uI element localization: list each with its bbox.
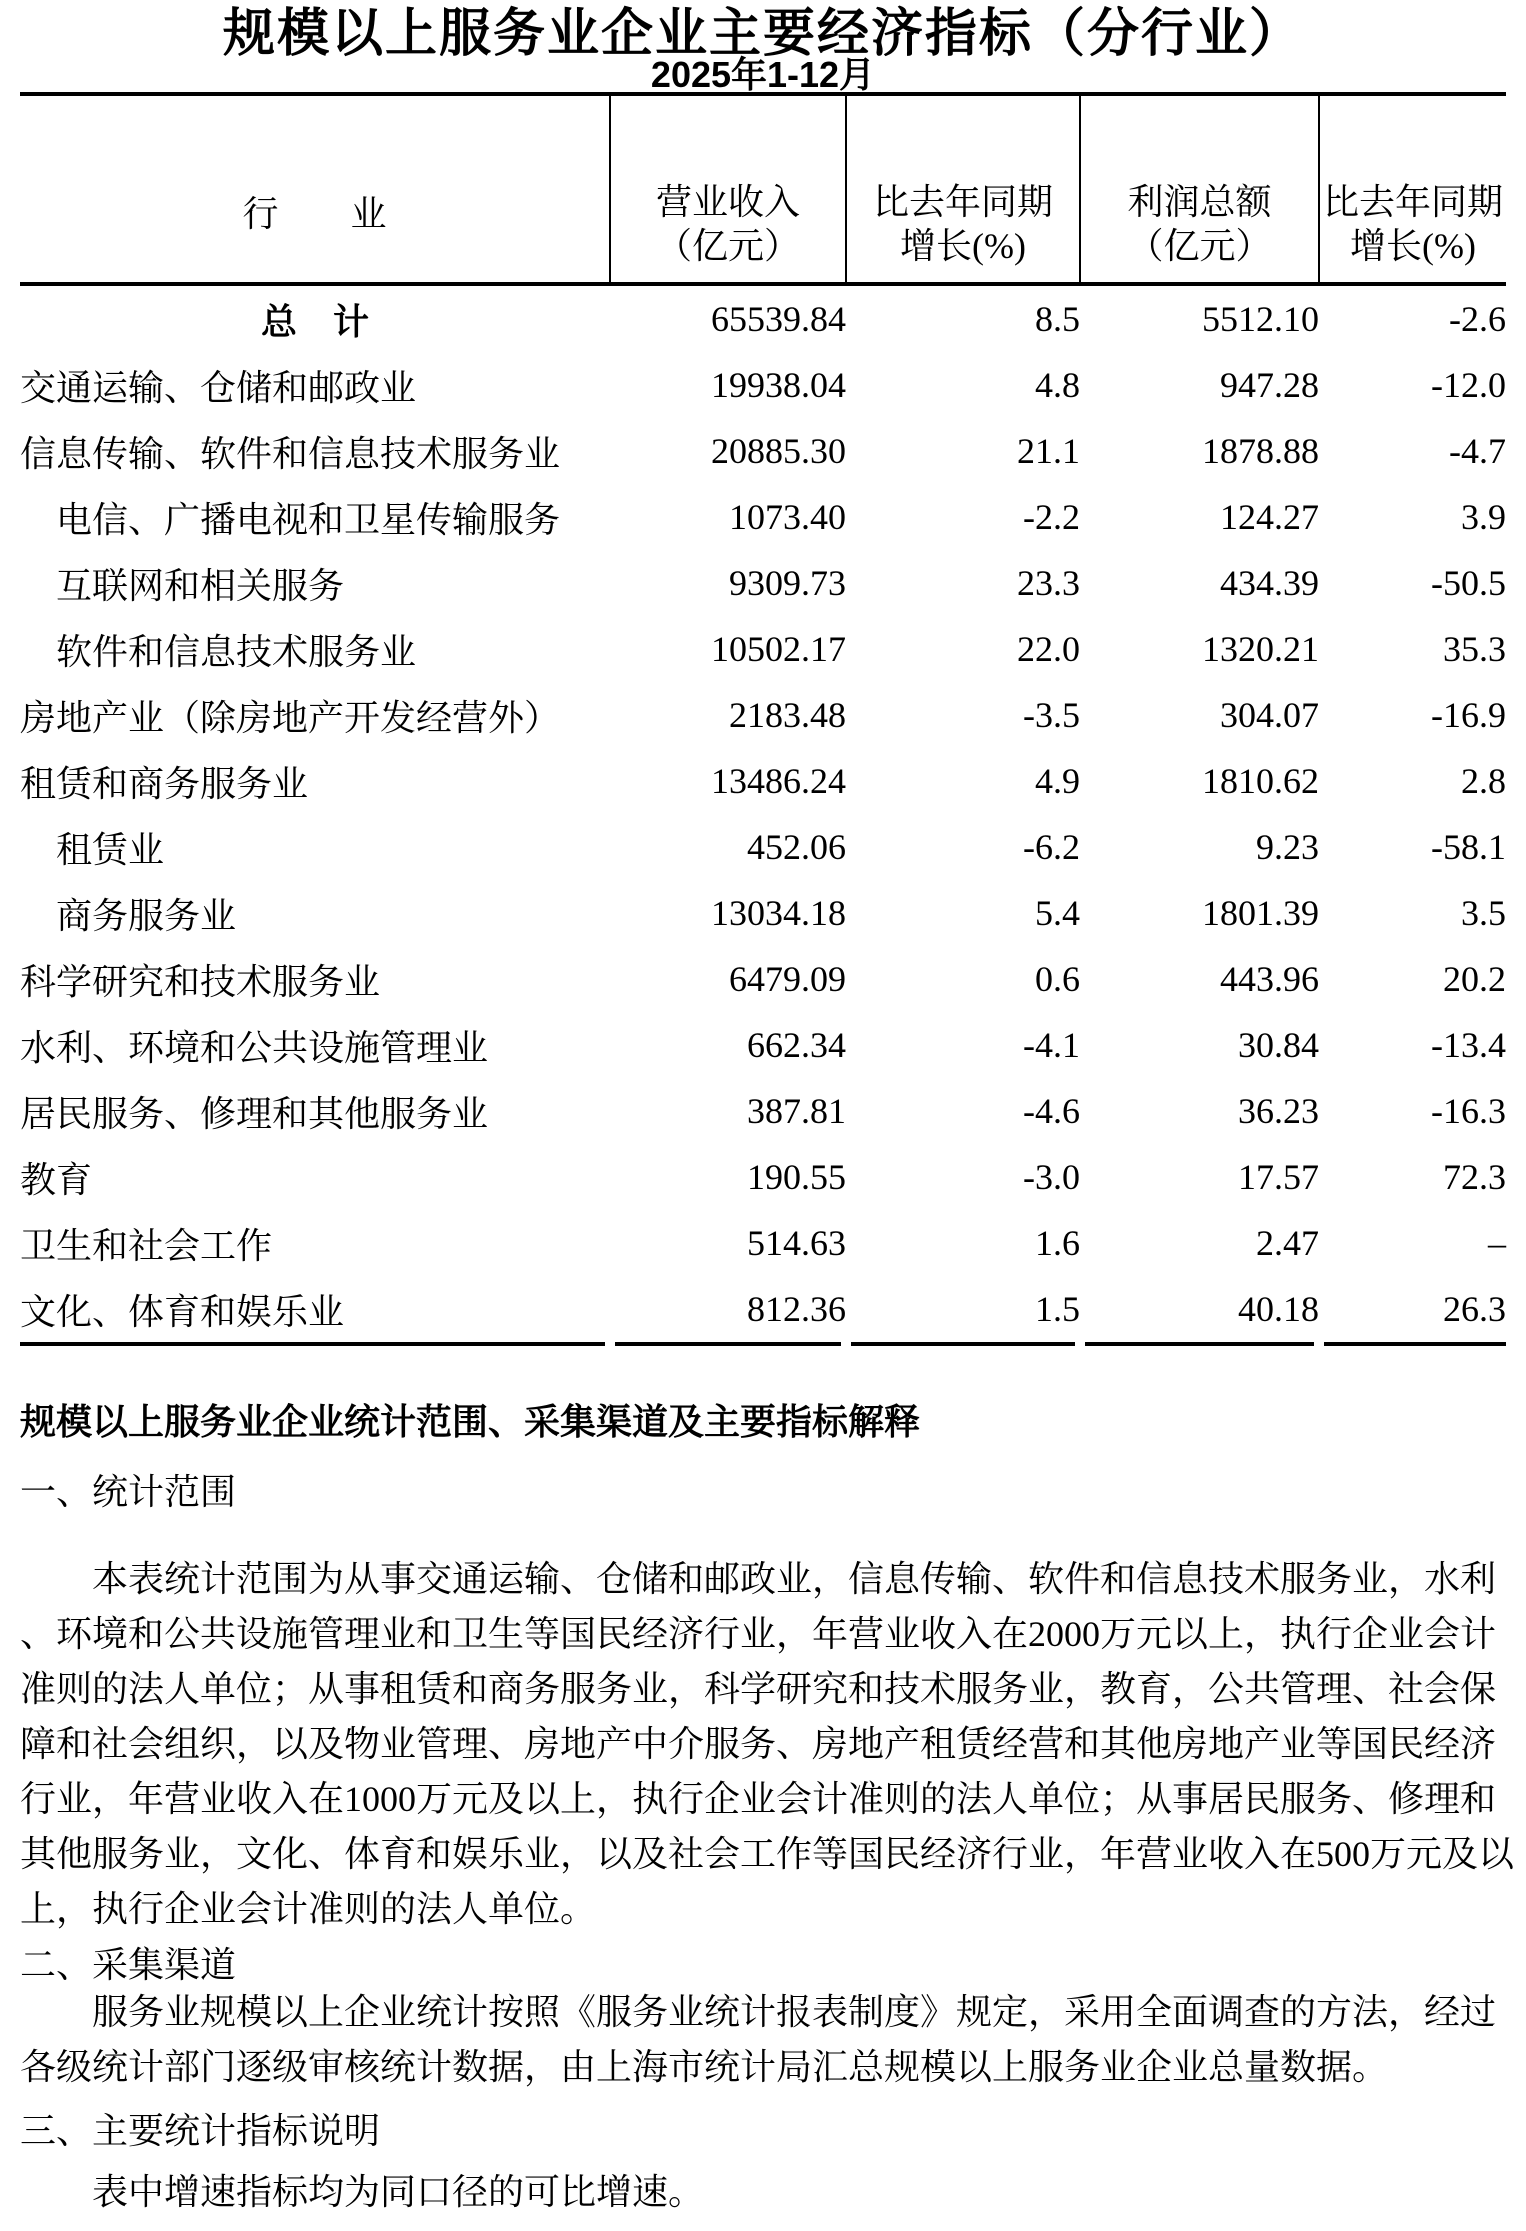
industry-cell: 信息传输、软件和信息技术服务业 xyxy=(20,433,561,474)
industry-cell: 软件和信息技术服务业 xyxy=(56,631,417,672)
revenue-cell: 662.34 xyxy=(747,1025,846,1065)
revenue-growth-cell: -4.1 xyxy=(1023,1025,1080,1065)
table-row xyxy=(20,814,1506,880)
column-header-profit: 利润总额 （亿元） xyxy=(1080,94,1319,284)
scope-paragraph: 本表统计范围为从事交通运输、仓储和邮政业，信息传输、软件和信息技术服务业，水利、环境和公共设施管理业和卫生等国民经济行业，年营业收入在2000万元以上，执行企业会计准则的法人单位；从事租赁和商务服务业，科学研究和技术服务业，教育，公共管理、社会保障和社会组织，以及物业管理、房地产中介服务、房地产租赁经营和其他房地产业等国民经济行业，年营业收入在1000万元及以上，执行企业会计准则的法人单位；从事居民服务、修理和其他服务业，文化、体育和娱乐业，以及社会工作等国民经济行业，年营业收入在500万元及以上，执行企业会计准则的法人单位。 xyxy=(20,1559,1515,1929)
revenue-cell: 190.55 xyxy=(747,1157,846,1197)
industry-cell: 科学研究和技术服务业 xyxy=(20,961,381,1002)
profit-cell: 443.96 xyxy=(1220,959,1319,999)
table-row xyxy=(20,748,1506,814)
table-body xyxy=(20,284,1506,1342)
profit-cell: 36.23 xyxy=(1238,1091,1319,1131)
revenue-cell: 10502.17 xyxy=(711,629,846,669)
rule-segment xyxy=(851,1342,1075,1346)
revenue-growth-cell: 4.8 xyxy=(1035,365,1080,405)
industry-cell: 总 计 xyxy=(260,301,369,342)
table-bottom-rule xyxy=(20,1342,1506,1346)
profit-cell: 434.39 xyxy=(1220,563,1319,603)
revenue-cell: 387.81 xyxy=(747,1091,846,1131)
page-title: 规模以上服务业企业主要经济指标（分行业） xyxy=(222,5,1303,63)
industry-cell: 文化、体育和娱乐业 xyxy=(20,1291,345,1332)
industry-cell: 卫生和社会工作 xyxy=(20,1225,273,1266)
profit-growth-cell: 72.3 xyxy=(1443,1157,1506,1197)
profit-cell: 5512.10 xyxy=(1202,299,1319,339)
column-header-revenue: 营业收入 （亿元） xyxy=(610,94,846,284)
profit-cell: 1810.62 xyxy=(1202,761,1319,801)
profit-cell: 304.07 xyxy=(1220,695,1319,735)
table-row xyxy=(20,946,1506,1012)
table-row xyxy=(20,616,1506,682)
section-label-indicator-notes: 三、主要统计指标说明 xyxy=(20,2111,381,2151)
revenue-growth-cell: 5.4 xyxy=(1035,893,1080,933)
profit-growth-cell: -2.6 xyxy=(1449,299,1506,339)
profit-cell: 1801.39 xyxy=(1202,893,1319,933)
profit-cell: 9.23 xyxy=(1256,827,1319,867)
profit-cell: 40.18 xyxy=(1238,1289,1319,1329)
section-label-collection: 二、采集渠道 xyxy=(20,1945,237,1985)
revenue-cell: 19938.04 xyxy=(711,365,846,405)
profit-cell: 124.27 xyxy=(1220,497,1319,537)
report-period: 2025年1-12月 xyxy=(650,54,876,95)
revenue-cell: 9309.73 xyxy=(729,563,846,603)
table-row xyxy=(20,1078,1506,1144)
table-row xyxy=(20,418,1506,484)
profit-growth-cell: 3.5 xyxy=(1461,893,1506,933)
profit-cell: 1878.88 xyxy=(1202,431,1319,471)
revenue-cell: 6479.09 xyxy=(729,959,846,999)
notes-section xyxy=(20,1400,1520,2220)
table-row xyxy=(20,484,1506,550)
industry-cell: 商务服务业 xyxy=(56,895,237,936)
revenue-cell: 1073.40 xyxy=(729,497,846,537)
table-row xyxy=(20,1210,1506,1276)
industry-cell: 房地产业（除房地产开发经营外） xyxy=(20,697,561,738)
revenue-growth-cell: -2.2 xyxy=(1023,497,1080,537)
profit-growth-cell: -16.9 xyxy=(1431,695,1506,735)
industry-cell: 电信、广播电视和卫星传输服务 xyxy=(56,499,561,540)
industry-cell: 水利、环境和公共设施管理业 xyxy=(20,1027,489,1068)
revenue-cell: 13486.24 xyxy=(711,761,846,801)
table-row xyxy=(20,1012,1506,1078)
profit-cell: 2.47 xyxy=(1256,1223,1319,1263)
revenue-cell: 2183.48 xyxy=(729,695,846,735)
revenue-growth-cell: 1.5 xyxy=(1035,1289,1080,1329)
notes-heading: 规模以上服务业企业统计范围、采集渠道及主要指标解释 xyxy=(20,1401,921,1442)
profit-growth-cell: -50.5 xyxy=(1431,563,1506,603)
revenue-growth-cell: 23.3 xyxy=(1017,563,1080,603)
profit-growth-cell: -4.7 xyxy=(1449,431,1506,471)
industry-cell: 居民服务、修理和其他服务业 xyxy=(20,1093,489,1134)
rule-segment xyxy=(1085,1342,1314,1346)
industry-cell: 租赁和商务服务业 xyxy=(20,763,309,804)
profit-growth-cell: -16.3 xyxy=(1431,1091,1506,1131)
table-row xyxy=(20,1144,1506,1210)
profit-growth-cell: 35.3 xyxy=(1443,629,1506,669)
revenue-growth-cell: -4.6 xyxy=(1023,1091,1080,1131)
rule-segment xyxy=(20,1342,605,1346)
revenue-growth-cell: 4.9 xyxy=(1035,761,1080,801)
industry-cell: 交通运输、仓储和邮政业 xyxy=(20,367,417,408)
rule-segment xyxy=(615,1342,841,1346)
revenue-cell: 514.63 xyxy=(747,1223,846,1263)
table-row xyxy=(20,284,1506,352)
revenue-cell: 65539.84 xyxy=(711,299,846,339)
section-label-scope: 一、统计范围 xyxy=(20,1472,237,1512)
column-header-industry: 行 业 xyxy=(20,94,610,284)
table-row xyxy=(20,352,1506,418)
revenue-cell: 452.06 xyxy=(747,827,846,867)
profit-growth-cell: 20.2 xyxy=(1443,959,1506,999)
profit-growth-cell: 26.3 xyxy=(1443,1289,1506,1329)
revenue-cell: 812.36 xyxy=(747,1289,846,1329)
profit-cell: 17.57 xyxy=(1238,1157,1319,1197)
profit-cell: 947.28 xyxy=(1220,365,1319,405)
revenue-cell: 20885.30 xyxy=(711,431,846,471)
indicators-table xyxy=(20,92,1506,1342)
industry-cell: 互联网和相关服务 xyxy=(56,565,345,606)
column-header-profit-growth: 比去年同期 增长(%) xyxy=(1319,94,1506,284)
profit-cell: 1320.21 xyxy=(1202,629,1319,669)
revenue-growth-cell: 0.6 xyxy=(1035,959,1080,999)
profit-growth-cell: -58.1 xyxy=(1431,827,1506,867)
revenue-growth-cell: -3.0 xyxy=(1023,1157,1080,1197)
profit-growth-cell: -13.4 xyxy=(1431,1025,1506,1065)
revenue-growth-cell: -6.2 xyxy=(1023,827,1080,867)
revenue-growth-cell: 21.1 xyxy=(1017,431,1080,471)
rule-segment xyxy=(1324,1342,1506,1346)
table-row xyxy=(20,1276,1506,1342)
profit-cell: 30.84 xyxy=(1238,1025,1319,1065)
industry-cell: 租赁业 xyxy=(56,829,165,870)
revenue-cell: 13034.18 xyxy=(711,893,846,933)
revenue-growth-cell: -3.5 xyxy=(1023,695,1080,735)
industry-cell: 教育 xyxy=(20,1159,93,1200)
revenue-growth-cell: 8.5 xyxy=(1035,299,1080,339)
collection-paragraph: 服务业规模以上企业统计按照《服务业统计报表制度》规定，采用全面调查的方法，经过各级统计部门逐级审核统计数据，由上海市统计局汇总规模以上服务业企业总量数据。 xyxy=(20,1992,1497,2087)
indicator-notes-paragraph: 表中增速指标均为同口径的可比增速。 xyxy=(92,2172,705,2212)
profit-growth-cell: -12.0 xyxy=(1431,365,1506,405)
table-row xyxy=(20,682,1506,748)
profit-growth-cell: 2.8 xyxy=(1461,761,1506,801)
profit-growth-cell: – xyxy=(1488,1223,1506,1263)
table-row xyxy=(20,550,1506,616)
revenue-growth-cell: 22.0 xyxy=(1017,629,1080,669)
table-header xyxy=(20,94,1506,284)
column-header-revenue-growth: 比去年同期 增长(%) xyxy=(846,94,1080,284)
revenue-growth-cell: 1.6 xyxy=(1035,1223,1080,1263)
profit-growth-cell: 3.9 xyxy=(1461,497,1506,537)
table-row xyxy=(20,880,1506,946)
